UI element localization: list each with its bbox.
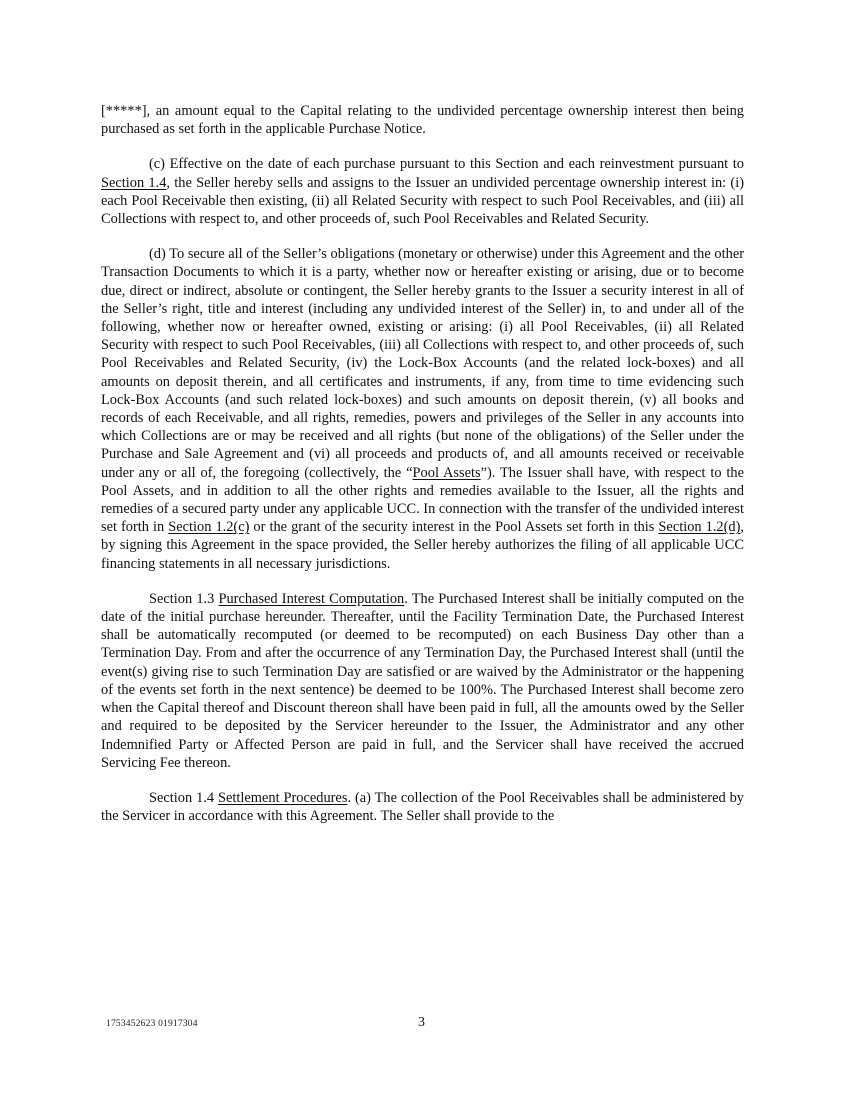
text-run: (d) To secure all of the Seller’s obligations (monetary or otherwise) under this Agreement and the other Transaction Documents to which it is a party, whether now or hereafter existing or arising, due or to become due, direct or indirect, absolute or contingent, the Seller hereby grants to the Issuer a security interest in all of the Seller’s right, title and interest (including any undivided interest of the Seller) in, to and under all of the following, whether now or hereafter owned, existing or arising: (i) all Pool Receivables, (ii) all Related Security with respect to such Pool Receivables, (iii) all Collections with respect to, and other proceeds of, such Pool Receivables and Related Security, (iv) the Lock-Box Accounts (and the related lock-boxes) and all amounts on deposit therein, and all certificates and instruments, if any, from time to time evidencing such Lock-Box Accounts (and such related lock-boxes) and such amounts on deposit therein, (v) all books and records of each Receivable, and all rights, remedies, powers and privileges of the Seller in any accounts into which Collections are or may be received and all rights (but none of the obligations) of the Seller under the Purchase and Sale Agreement and (vi) all proceeds and products of, and all amounts received or receivable under any or all of, the foregoing (collectively, the “ [101,246,744,481]
section-heading-purchased-interest-computation: Purchased Interest Computation [218,590,405,607]
paragraph-section-1-3 [101,590,744,772]
text-run: , by signing this Agreement in the space provided, the Seller hereby authorizes the filing of all applicable UCC financing statements in all necessary jurisdictions. [101,519,744,572]
section-reference-1-2-c: Section 1.2(c) [168,519,250,536]
text-run: Section 1.4 [149,789,219,806]
section-reference-1-4: Section 1.4 [101,174,167,191]
page-number: 3 [418,1015,425,1030]
text-run: [*****], an amount equal to the Capital relating to the undivided percentage ownership interest then being purchased as set forth in the applicable Purchase Notice. [101,103,744,138]
section-reference-1-2-d: Section 1.2(d) [658,519,741,536]
paragraph-1-2-c [101,155,744,228]
paragraph-purchase-notice [101,102,744,138]
text-run: ”). The Issuer shall have, with respect to the Pool Assets, and in addition to all the other rights and remedies available to the Issuer, all the rights and remedies of a secured party under any applicable UCC. In connection with the transfer of the undivided interest set forth in [101,464,744,536]
text-run: (c) Effective on the date of each purchase pursuant to this Section and each reinvestment pursuant to [149,156,744,173]
text-run: . (a) The collection of the Pool Receivables shall be administered by the Servicer in accordance with this Agreement. The Seller shall provide to the [101,789,744,825]
paragraph-1-2-d [101,245,744,573]
section-heading-settlement-procedures: Settlement Procedures [218,789,348,806]
text-run: , the Seller hereby sells and assigns to the Issuer an undivided percentage ownership interest in: (i) each Pool Receivable then existing, (ii) all Related Security with respect to such Pool Receivables, and (iii) all Collections with respect to, and other proceeds of, such Pool Receivables and Related Security. [101,174,744,228]
text-run: Section 1.3 [149,590,219,607]
document-body [101,102,744,842]
text-run: or the grant of the security interest in the Pool Assets set forth in this [249,519,659,536]
footer-document-id: 1753452623 01917304 [106,1019,198,1029]
paragraph-section-1-4 [101,789,744,825]
defined-term-pool-assets: Pool Assets [412,464,481,481]
text-run: . The Purchased Interest shall be initially computed on the date of the initial purchase hereunder. Thereafter, until the Facility Termination Date, the Purchased Interest shall be automatically recomputed (or deemed to be recomputed) on each Business Day other than a Termination Day. From and after the occurrence of any Termination Day, the Purchased Interest shall (until the event(s) giving rise to such Termination Day are satisfied or are waived by the Administrator or the happening of the events set forth in the next sentence) be deemed to be 100%. The Purchased Interest shall become zero when the Capital thereof and Discount thereon shall have been paid in full, all the amounts owed by the Seller and required to be deposited by the Servicer hereunder to the Issuer, the Administrator and any other Indemnified Party or Affected Person are paid in full, and the Servicer shall have received the accrued Servicing Fee thereon. [101,590,744,771]
